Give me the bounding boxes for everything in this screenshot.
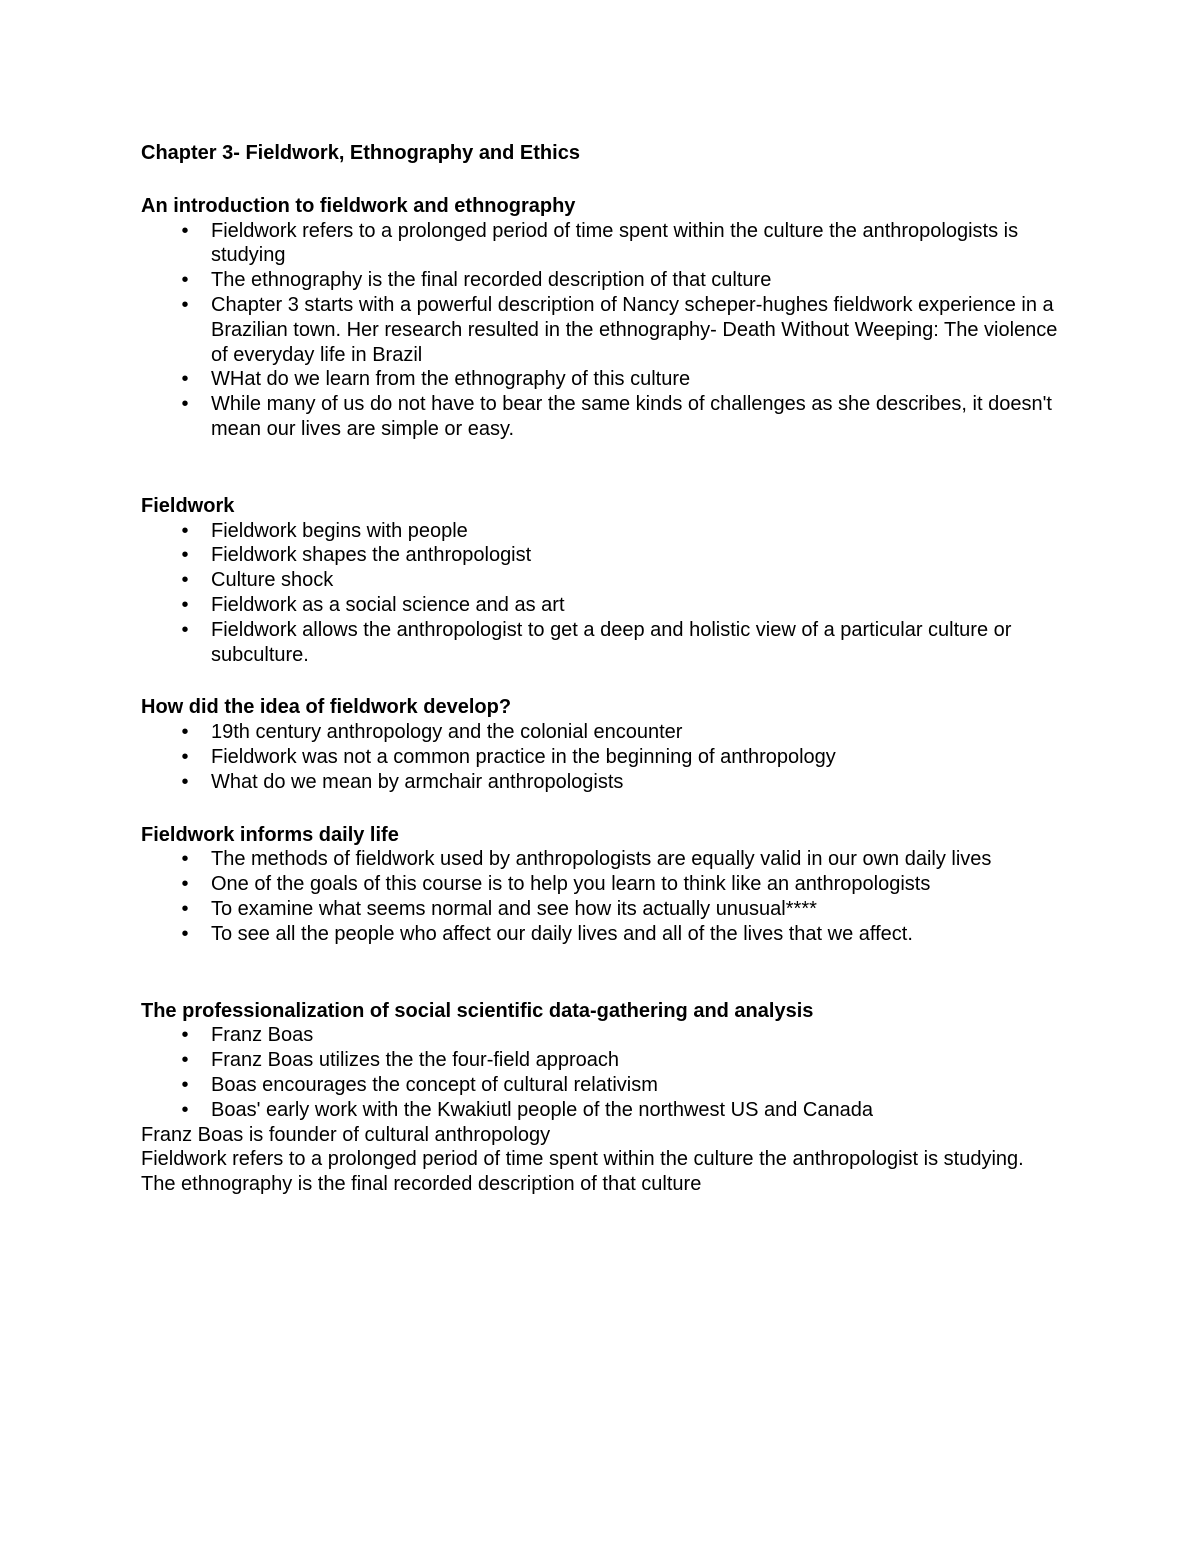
bullet-list — [141, 720, 1071, 794]
bullet-icon: • — [181, 1049, 189, 1072]
spacer — [141, 667, 1071, 695]
document-body — [141, 141, 1071, 1197]
list-item-text: Franz Boas — [211, 1024, 314, 1047]
bullet-list — [141, 519, 1071, 668]
bullet-icon: • — [181, 293, 189, 316]
bullet-icon: • — [181, 1073, 189, 1096]
bullet-icon: • — [181, 745, 189, 768]
bullet-icon: • — [181, 848, 189, 871]
list-item-text: Fieldwork refers to a prolonged period of time spent within the culture the anthropologists is studying — [211, 219, 1019, 267]
list-item — [141, 847, 1071, 872]
list-item — [141, 618, 1071, 668]
bullet-icon: • — [181, 1098, 189, 1121]
bullet-icon: • — [181, 922, 189, 945]
bullet-icon: • — [181, 897, 189, 920]
list-item — [141, 1073, 1071, 1098]
list-item-text: Fieldwork begins with people — [211, 519, 468, 542]
spacer — [141, 166, 1071, 194]
list-item — [141, 897, 1071, 922]
paragraph: Franz Boas is founder of cultural anthropology — [141, 1123, 551, 1146]
list-item-text: The ethnography is the final recorded description of that culture — [211, 269, 772, 292]
list-item — [141, 219, 1071, 269]
list-item-text: Fieldwork as a social science and as art — [211, 593, 565, 616]
bullet-list — [141, 847, 1071, 946]
bullet-icon: • — [181, 593, 189, 616]
bullet-icon: • — [181, 519, 189, 542]
list-item-text: Chapter 3 starts with a powerful description of Nancy scheper-hughes fieldwork experience in a Brazilian town. Her research resulted in the ethnography- Death Without Weeping: The violence of everyday life in Brazil — [211, 293, 1058, 366]
list-item-text: To see all the people who affect our daily lives and all of the lives that we affect. — [211, 922, 913, 945]
list-item — [141, 293, 1071, 367]
paragraph: Fieldwork refers to a prolonged period of time spent within the culture the anthropologist is studying. — [141, 1148, 1024, 1171]
list-item — [141, 770, 1071, 795]
bullet-icon: • — [181, 1024, 189, 1047]
list-item — [141, 367, 1071, 392]
spacer — [141, 795, 1071, 823]
section-fieldwork — [141, 494, 1071, 668]
bullet-icon: • — [181, 269, 189, 292]
bullet-icon: • — [181, 721, 189, 744]
list-item-text: Franz Boas utilizes the the four-field approach — [211, 1049, 619, 1072]
spacer — [141, 947, 1071, 999]
list-item-text: Culture shock — [211, 569, 334, 592]
bullet-icon: • — [181, 393, 189, 416]
list-item-text: WHat do we learn from the ethnography of this culture — [211, 368, 691, 391]
list-item-text: To examine what seems normal and see how its actually unusual**** — [211, 897, 817, 920]
list-item — [141, 543, 1071, 568]
bullet-icon: • — [181, 618, 189, 641]
section-heading: How did the idea of fieldwork develop? — [141, 696, 512, 719]
list-item-text: The methods of fieldwork used by anthropologists are equally valid in our own daily lives — [211, 848, 992, 871]
section-heading: Fieldwork informs daily life — [141, 823, 399, 846]
paragraph: The ethnography is the final recorded description of that culture — [141, 1173, 702, 1196]
list-item — [141, 519, 1071, 544]
bullet-icon: • — [181, 873, 189, 896]
list-item-text: 19th century anthropology and the colonial encounter — [211, 721, 683, 744]
list-item — [141, 568, 1071, 593]
bullet-list — [141, 219, 1071, 442]
section-introduction — [141, 194, 1071, 442]
list-item-text: Boas encourages the concept of cultural relativism — [211, 1073, 658, 1096]
section-heading: The professionalization of social scientific data-gathering and analysis — [141, 999, 814, 1022]
bullet-icon: • — [181, 569, 189, 592]
list-item — [141, 1048, 1071, 1073]
bullet-icon: • — [181, 770, 189, 793]
list-item-text: One of the goals of this course is to help you learn to think like an anthropologists — [211, 873, 931, 896]
spacer — [141, 442, 1071, 494]
list-item-text: Fieldwork was not a common practice in the beginning of anthropology — [211, 745, 836, 768]
list-item-text: While many of us do not have to bear the same kinds of challenges as she describes, it doesn't mean our lives are simple or easy. — [211, 393, 1052, 440]
list-item — [141, 392, 1071, 442]
list-item-text: Fieldwork allows the anthropologist to get a deep and holistic view of a particular culture or subculture. — [211, 618, 1012, 666]
document-title: Chapter 3- Fieldwork, Ethnography and Ethics — [141, 142, 580, 164]
list-item — [141, 922, 1071, 947]
list-item — [141, 1098, 1071, 1123]
bullet-list — [141, 1023, 1071, 1122]
section-heading: Fieldwork — [141, 494, 235, 517]
list-item — [141, 268, 1071, 293]
list-item — [141, 1023, 1071, 1048]
list-item-text: Boas' early work with the Kwakiutl people of the northwest US and Canada — [211, 1098, 873, 1121]
bullet-icon: • — [181, 368, 189, 391]
list-item-text: What do we mean by armchair anthropologists — [211, 770, 624, 793]
section-professionalization — [141, 999, 1071, 1123]
section-fieldwork-development — [141, 695, 1071, 794]
list-item-text: Fieldwork shapes the anthropologist — [211, 544, 532, 567]
list-item — [141, 720, 1071, 745]
bullet-icon: • — [181, 219, 189, 242]
section-heading: An introduction to fieldwork and ethnography — [141, 194, 576, 217]
list-item — [141, 593, 1071, 618]
list-item — [141, 872, 1071, 897]
section-daily-life — [141, 823, 1071, 947]
list-item — [141, 745, 1071, 770]
bullet-icon: • — [181, 544, 189, 567]
